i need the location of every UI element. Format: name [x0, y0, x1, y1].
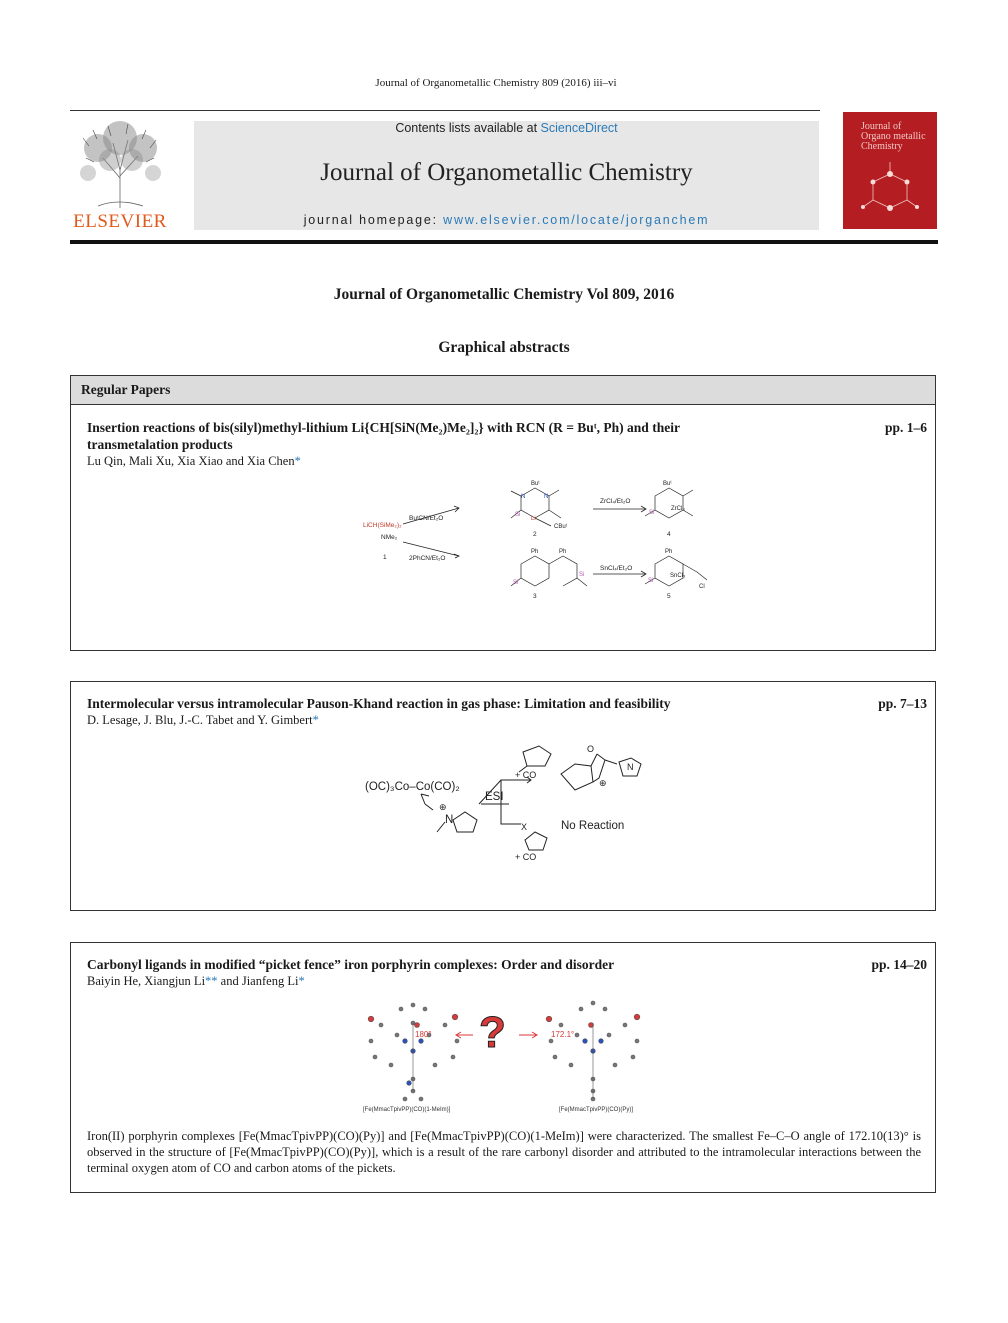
- publisher-name: ELSEVIER: [73, 211, 167, 232]
- corresponding-author-mark[interactable]: *: [298, 974, 305, 988]
- reagent-label: 2PhCN/Et₂O: [409, 555, 446, 562]
- reagent-label: BuᵗCN/Et₂O: [409, 515, 444, 522]
- cover-molecule-icon: [843, 112, 937, 229]
- cyclopentene-icon: [525, 832, 547, 850]
- article-title[interactable]: Carbonyl ligands in modified “picket fence” iron porphyrin complexes: Order and disorder: [87, 957, 615, 972]
- header-thick-rule: [70, 240, 938, 244]
- homepage-prefix: journal homepage:: [303, 213, 438, 227]
- section-title: Graphical abstracts: [438, 339, 570, 356]
- author-list: Baiyin He, Xiangjun Li: [87, 974, 206, 988]
- article-title[interactable]: [87, 420, 767, 453]
- substituent-label: Ph: [665, 549, 673, 555]
- compound-label: 3: [533, 593, 537, 600]
- cobalt-complex: (OC)₃Co–Co(CO)₂: [365, 781, 460, 793]
- structure-left: [368, 1003, 459, 1101]
- article-entry-2: [70, 681, 936, 911]
- sciencedirect-link[interactable]: ScienceDirect: [540, 121, 618, 135]
- start-material-sub: NMe₂: [381, 534, 398, 541]
- journal-cover[interactable]: [843, 112, 937, 229]
- cover-title: Journal of Organo metallic Chemistry: [861, 121, 926, 152]
- page-title: Journal of Organometallic Chemistry Vol 809, 2016: [333, 286, 675, 303]
- figure-caption-right: [Fe(MmacTpivPP)(CO)(Py)]: [559, 1107, 633, 1113]
- article-authors: [87, 713, 319, 728]
- article-entry-3: [70, 942, 936, 1193]
- esi-label: ESI: [485, 791, 504, 803]
- substituent-label: Ph: [559, 549, 567, 555]
- author-list: Lu Qin, Mali Xu, Xia Xiao and Xia Chen: [87, 454, 295, 468]
- compound-label: 5: [667, 593, 671, 600]
- atom-label: Si: [579, 572, 585, 578]
- no-reaction-label: No Reaction: [561, 820, 625, 832]
- header-rule: [70, 110, 820, 111]
- angle-label-left: 180°: [415, 1030, 432, 1039]
- section-bar-regular-papers: Regular Papers: [71, 376, 935, 405]
- compound-3-structure: [511, 549, 587, 586]
- ketone-oxygen: O: [587, 744, 595, 754]
- author-list: and Jianfeng Li: [217, 974, 299, 988]
- corresponding-author-mark[interactable]: *: [312, 713, 319, 727]
- contents-line: [194, 121, 819, 135]
- journal-banner: [194, 121, 819, 230]
- tree-icon: [68, 118, 172, 210]
- fragment-label: ZrCl₃: [671, 506, 685, 512]
- compound-5-structure: [645, 549, 707, 590]
- corresponding-author-mark[interactable]: *: [294, 454, 301, 468]
- atom-label: Si: [513, 580, 519, 586]
- atom-label: Li: [531, 516, 536, 522]
- compound-label: 1: [383, 554, 387, 561]
- cross-mark: X: [521, 822, 528, 832]
- charge-plus: ⊕: [599, 778, 607, 788]
- ammonium-nitrogen: N: [445, 814, 454, 826]
- norbornene-icon: [523, 746, 551, 766]
- atom-label: Si: [649, 510, 655, 516]
- article-abstract: Iron(II) porphyrin complexes [Fe(MmacTpivPP)(CO)(Py)] and [Fe(MmacTpivPP)(CO)(1-MeIm)] were characterized. The smallest Fe–C–O angle of 172.10(13)° is observed in the structure of [Fe(MmacTpivPP)(CO)(Py)], which is a result of the rare carbonyl disorder and attributed to the intramolecular interactions between the terminal oxygen atom of CO and carbon atoms of the pickets.: [87, 1129, 921, 1175]
- article-title-line: Insertion reactions of bis(silyl)methyl-lithium Li{CH[SiN(Me₂)Me₂]₂} with RCN (R = Buᵗ, Ph) and their: [87, 420, 680, 435]
- reagent-label: SnCl₄/Et₂O: [600, 565, 633, 572]
- compound-2-structure: [511, 480, 568, 530]
- substituent-label: Ph: [531, 549, 539, 555]
- charge-plus: ⊕: [439, 802, 447, 812]
- crystal-structure-figure: [361, 995, 661, 1113]
- author-list: D. Lesage, J. Blu, J.-C. Tabet and Y. Gimbert: [87, 713, 313, 727]
- compound-4-structure: [645, 480, 693, 518]
- structure-right: [546, 1001, 640, 1101]
- article-pages[interactable]: pp. 7–13: [878, 696, 927, 711]
- co-label: + CO: [515, 852, 537, 862]
- compound-label: 4: [667, 531, 671, 538]
- homepage-line: [194, 213, 819, 227]
- reaction-arrow: [403, 542, 459, 556]
- article-authors: [87, 974, 305, 989]
- homepage-link[interactable]: www.elsevier.com/locate/jorganchem: [443, 213, 710, 227]
- atom-label: N: [521, 494, 526, 500]
- journal-title: Journal of Organometallic Chemistry: [320, 159, 693, 186]
- article-entry-1: [70, 375, 936, 651]
- product-nitrogen: N: [627, 762, 634, 772]
- figure-caption-left: [Fe(MmacTpivPP)(CO)(1-MeIm)]: [363, 1107, 451, 1113]
- corresponding-author-mark[interactable]: **: [205, 974, 218, 988]
- question-mark: ?: [479, 1008, 506, 1057]
- co-label: + CO: [515, 770, 537, 780]
- reaction-scheme-1: [361, 476, 705, 606]
- running-head: Journal of Organometallic Chemistry 809 (2016) iii–vi: [375, 77, 617, 89]
- article-pages[interactable]: pp. 1–6: [884, 420, 927, 435]
- angle-label-right: 172.1°: [551, 1030, 575, 1039]
- elsevier-logo[interactable]: [68, 118, 172, 233]
- fragment-label: CBuᵗ: [554, 524, 567, 530]
- fragment-label: SnCl₃: [670, 573, 686, 579]
- article-title-line: transmetalation products: [87, 436, 233, 452]
- compound-label: 2: [533, 531, 537, 538]
- article-authors: [87, 454, 301, 469]
- substituent-label: Buᵗ: [663, 481, 672, 487]
- atom-label: Si: [648, 578, 654, 584]
- article-title[interactable]: Intermolecular versus intramolecular Pauson-Khand reaction in gas phase: Limitation and feasibility: [87, 696, 671, 711]
- fragment-label: Cl: [699, 584, 705, 590]
- atom-label: N: [544, 494, 549, 500]
- start-material: LiCH(SiMe₂)₂: [363, 522, 402, 529]
- article-pages[interactable]: pp. 14–20: [871, 957, 927, 972]
- substituent-label: Buᵗ: [531, 481, 540, 487]
- bicyclic-product: [561, 764, 593, 790]
- reaction-scheme-2: [361, 732, 661, 867]
- atom-label: Si: [515, 512, 521, 518]
- reagent-label: ZrCl₄/Et₂O: [600, 498, 631, 505]
- pyrrolidine-ring: [453, 812, 477, 832]
- contents-prefix: Contents lists available at: [395, 121, 538, 135]
